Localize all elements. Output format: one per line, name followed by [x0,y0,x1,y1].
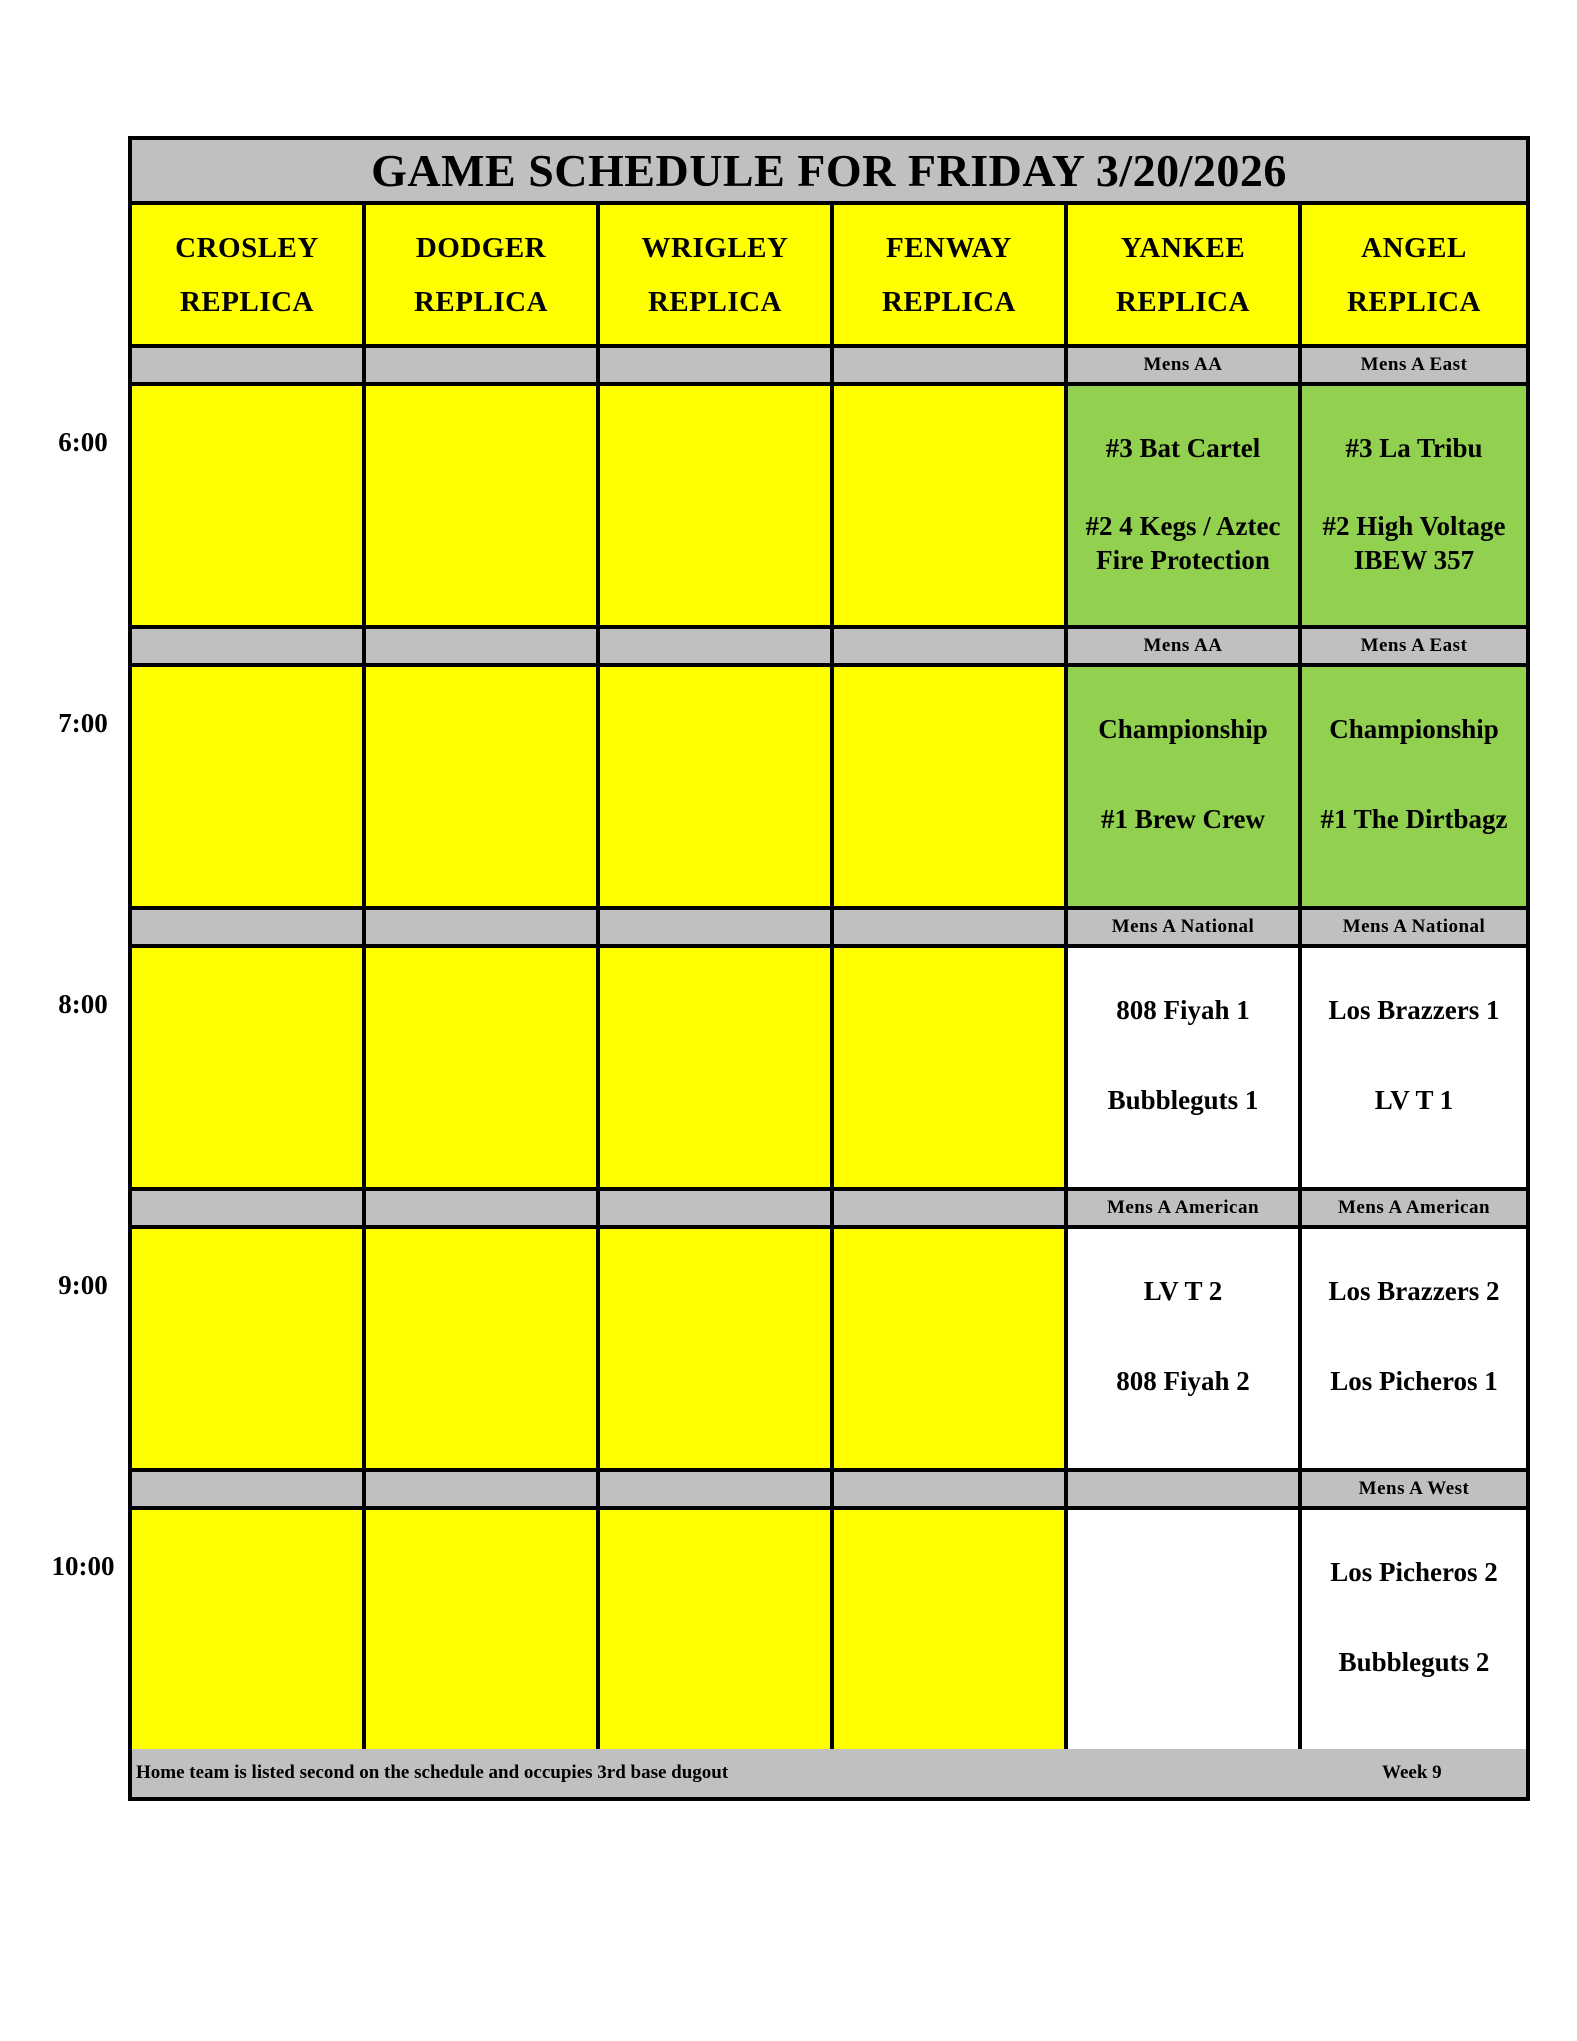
division-label: Mens A American [1068,1191,1302,1229]
division-label: Mens A National [1302,910,1526,948]
division-label [834,910,1068,948]
game-cell [132,386,366,629]
division-label: Mens A West [1302,1472,1526,1510]
field-header-crosley [132,205,366,348]
field-name: ANGEL [1361,231,1467,264]
time-label: 10:00 [51,1551,115,1581]
field-name: FENWAY [885,231,1012,264]
game-cell [366,948,600,1191]
field-subtitle: REPLICA [881,285,1016,318]
time-label: 7:00 [58,708,108,738]
field-header-angel [1302,205,1526,348]
home-team: Bubbleguts 2 [1338,1647,1490,1677]
game-cell [1302,386,1526,629]
away-team: Los Brazzers 1 [1328,995,1500,1025]
division-label [834,1191,1068,1229]
field-header-fenway [834,205,1068,348]
division-label [600,1472,834,1510]
away-team: #3 Bat Cartel [1105,433,1261,463]
schedule-table [128,136,1530,1801]
game-cell [366,1229,600,1472]
game-cell [600,667,834,910]
field-name: CROSLEY [175,231,319,264]
time-label: 6:00 [58,427,108,457]
division-label [132,348,366,386]
division-label [366,629,600,667]
game-cell [1068,667,1302,910]
away-team: Los Picheros 2 [1330,1557,1498,1587]
home-team: LV T 1 [1374,1085,1454,1115]
division-label [834,629,1068,667]
away-team: #3 La Tribu [1345,433,1483,463]
home-team: 808 Fiyah 2 [1116,1366,1250,1396]
field-name: YANKEE [1120,231,1246,264]
time-label: 8:00 [58,989,108,1019]
division-label: Mens A American [1302,1191,1526,1229]
division-label [366,1191,600,1229]
game-cell [834,1510,1068,1753]
division-label: Mens A East [1302,348,1526,386]
field-header-yankee [1068,205,1302,348]
game-cell [600,386,834,629]
time-label: 9:00 [58,1270,108,1300]
division-label [366,348,600,386]
away-team: Championship [1098,714,1268,744]
game-cell [1302,948,1526,1191]
game-cell [366,1510,600,1753]
game-cell [600,1510,834,1753]
home-team: #1 Brew Crew [1101,804,1265,834]
division-label: Mens AA [1068,629,1302,667]
away-team: LV T 2 [1143,1276,1223,1306]
division-label: Mens AA [1068,348,1302,386]
field-header-wrigley [600,205,834,348]
division-label [366,910,600,948]
game-cell [1302,1510,1526,1753]
home-team: #1 The Dirtbagz [1320,804,1508,834]
game-cell [1068,386,1302,629]
division-label [132,1472,366,1510]
division-label: Mens A East [1302,629,1526,667]
game-cell [1302,1229,1526,1472]
division-label [600,348,834,386]
division-label [132,629,366,667]
division-label [132,910,366,948]
division-label [1068,1472,1302,1510]
game-cell [366,667,600,910]
game-cell [1302,667,1526,910]
home-team: #2 4 Kegs / Aztec Fire Protection [1085,511,1281,575]
game-cell [132,1229,366,1472]
away-team: Championship [1329,714,1499,744]
game-cell [132,1510,366,1753]
division-label [600,910,834,948]
game-cell [834,386,1068,629]
field-name: WRIGLEY [641,231,789,264]
division-label [834,1472,1068,1510]
game-cell [1068,1510,1302,1753]
field-subtitle: REPLICA [1346,285,1481,318]
field-subtitle: REPLICA [1115,285,1250,318]
week-label: Week 9 [1382,1762,1442,1783]
field-subtitle: REPLICA [413,285,548,318]
footer-bar [132,1749,1526,1797]
game-cell [132,667,366,910]
game-cell [600,948,834,1191]
page-title: GAME SCHEDULE FOR FRIDAY 3/20/2026 [132,140,1526,205]
game-cell [1068,1229,1302,1472]
away-team: Los Brazzers 2 [1328,1276,1500,1306]
game-cell [600,1229,834,1472]
division-label [600,629,834,667]
game-cell [834,948,1068,1191]
field-header-dodger [366,205,600,348]
field-name: DODGER [415,231,547,264]
away-team: 808 Fiyah 1 [1116,995,1250,1025]
division-label [366,1472,600,1510]
game-cell [366,386,600,629]
game-cell [834,667,1068,910]
footer-note: Home team is listed second on the schedule and occupies 3rd base dugout [136,1762,729,1783]
field-subtitle: REPLICA [179,285,314,318]
home-team: Bubbleguts 1 [1107,1085,1259,1115]
game-cell [132,948,366,1191]
home-team: Los Picheros 1 [1330,1366,1498,1396]
home-team: #2 High Voltage IBEW 357 [1322,511,1506,575]
field-subtitle: REPLICA [647,285,782,318]
division-label [834,348,1068,386]
division-label [132,1191,366,1229]
division-label [600,1191,834,1229]
game-cell [1068,948,1302,1191]
division-label: Mens A National [1068,910,1302,948]
game-cell [834,1229,1068,1472]
